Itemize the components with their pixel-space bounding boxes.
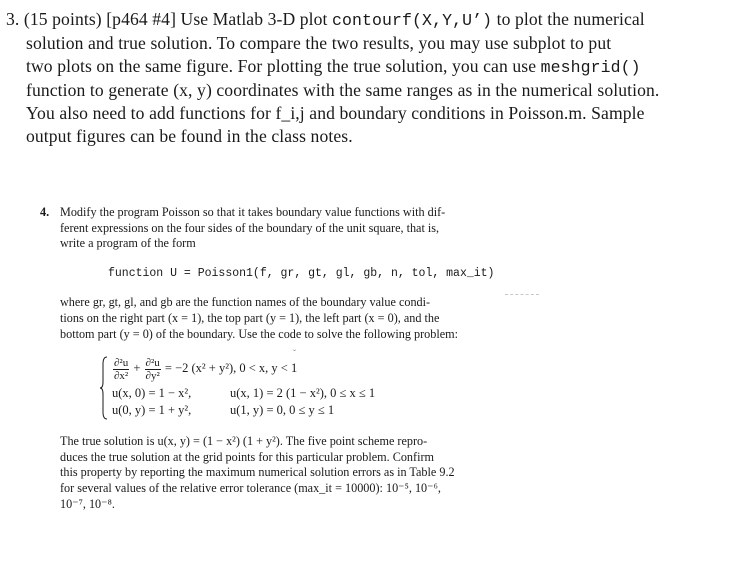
problem-line-6: output figures can be found in the class notes. [26,126,353,146]
problem-line-1 [6,8,730,32]
exercise-body [60,205,500,512]
d2u-dx2-fraction: $\frac{\text{∂²u}}{\text{∂x²}}$ [114,356,129,382]
true-line-4: for several values of the relative error tolerance (max_it = 10000): 10⁻⁵, 10⁻⁶, [60,480,441,495]
problem-line-1-text: (15 points) [p464 #4] Use Matlab 3-D plot [19,9,333,29]
intro-line-2: ferent expressions on the four sides of the boundary of the unit square, that is, [60,220,440,235]
problem-number: 3. [6,9,20,29]
where-line-2: tions on the right part (x = 1), the top part (y = 1), the left part (x = 0), and the [60,310,440,325]
problem-line-3-text: two plots on the same figure. For plotting the true solution, you can use [26,56,541,76]
d2u-dy2-fraction: $\frac{\text{∂²u}}{\text{∂y²}}$ [145,356,160,382]
function-signature: function U = Poisson1(f, gr, gt, gl, gb, n, tol, max_it) [108,266,495,280]
problem-line-5: You also need to add functions for f_i,j and boundary conditions in Poisson.m. Sample [26,103,645,123]
problem-line-3 [6,55,730,79]
textbook-excerpt [40,205,500,512]
where-line-3: bottom part (y = 0) of the boundary. Use the code to solve the following problem: [60,326,459,341]
true-line-3: this property by reporting the maximum numerical solution errors as in Table 9.2 [60,465,455,480]
scan-artifact-tick: ˇ [293,348,296,359]
pde-equation [112,354,297,382]
boundary-left: u(0, y) = 1 + y², [112,403,192,418]
problem-line-2: solution and true solution. To compare the two results, you may use subplot to put [26,33,612,53]
problem-line-1-tail: to plot the numerical [492,9,645,29]
intro-line-3: write a program of the form [60,236,196,251]
true-line-2: duces the true solution at the grid points for this particular problem. Confirm [60,449,435,464]
boundary-bottom: u(x, 0) = 1 − x², [112,386,192,401]
boundary-top: u(x, 1) = 2 (1 − x²), 0 ≤ x ≤ 1 [230,386,376,401]
left-brace-icon [100,356,108,420]
problem-statement [6,8,730,148]
contourf-code: contourf(X,Y,U’) [332,11,493,30]
boundary-right: u(1, y) = 0, 0 ≤ y ≤ 1 [230,403,335,418]
meshgrid-code: meshgrid() [540,58,641,77]
pde-system [100,348,500,424]
true-line-1: The true solution is u(x, y) = (1 − x²) (1 + y²). The five point scheme repro- [60,434,428,449]
where-line-1: where gr, gt, gl, and gb are the function names of the boundary value condi- [60,295,431,310]
scan-artifact-dash [505,294,539,296]
true-line-5: 10⁻⁷, 10⁻⁸. [60,496,115,511]
pde-plus: + [133,361,141,376]
intro-line-1: Modify the program Poisson so that it takes boundary value functions with dif- [60,205,446,219]
pde-rhs: = −2 (x² + y²), 0 < x, y < 1 [164,361,298,376]
problem-line-4: function to generate (x, y) coordinates with the same ranges as in the numerical solution. [26,80,660,100]
exercise-number: 4. [40,205,50,219]
